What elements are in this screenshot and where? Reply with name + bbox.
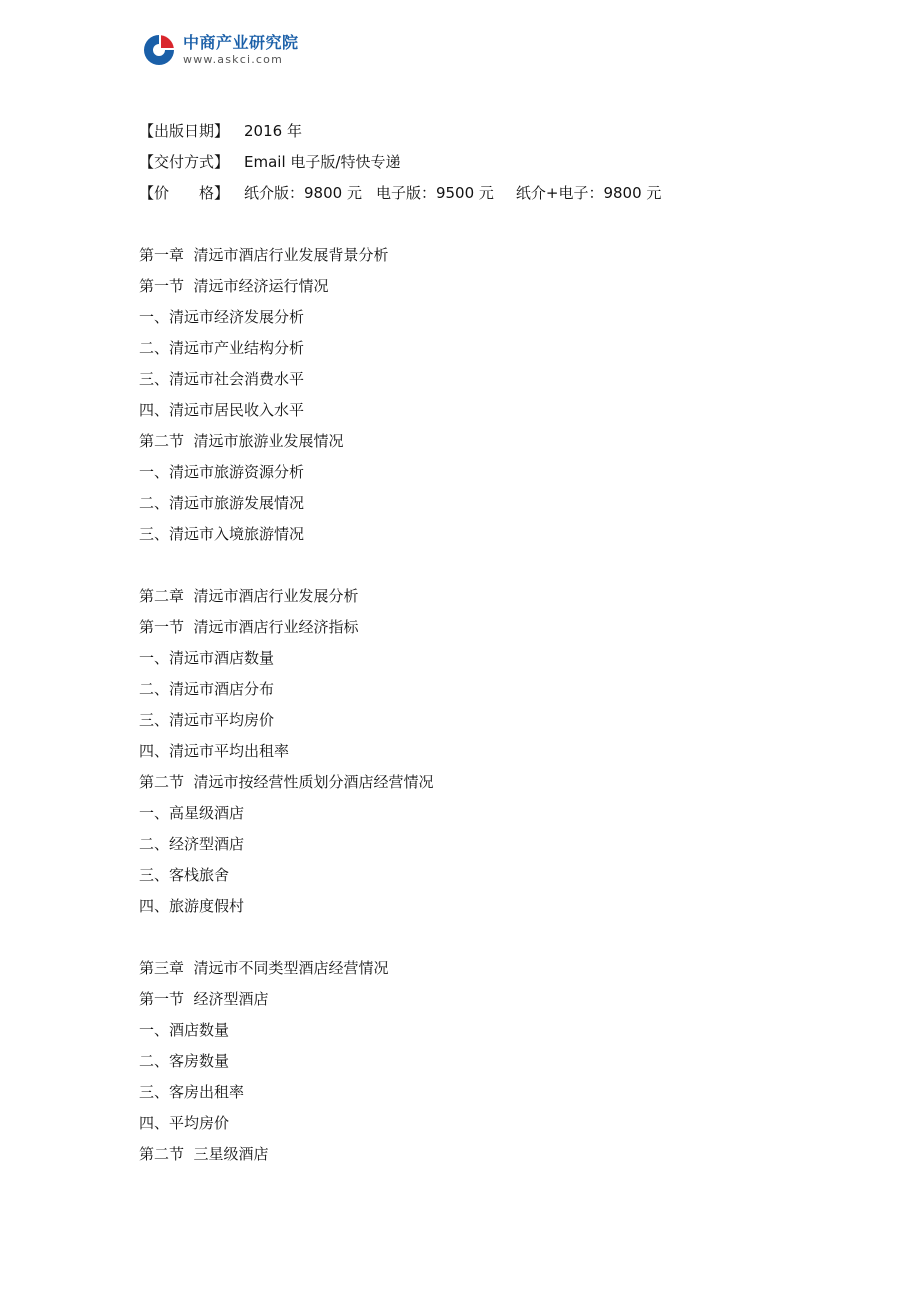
toc-entry: 二、清远市酒店分布: [139, 680, 275, 698]
chapter-title: 第一章 清远市酒店行业发展背景分析: [139, 246, 389, 264]
toc-entry: 一、高星级酒店: [139, 804, 245, 822]
toc-entry: 二、清远市旅游发展情况: [139, 494, 305, 512]
meta-price-label: 【价 格】: [139, 184, 230, 202]
toc-entry: 三、清远市入境旅游情况: [139, 525, 305, 543]
logo-text: [183, 35, 299, 65]
toc-entry: 一、清远市酒店数量: [139, 649, 275, 667]
toc-entry: 二、经济型酒店: [139, 835, 245, 853]
toc-entry: 四、平均房价: [139, 1114, 230, 1132]
table-of-contents: [139, 209, 859, 1170]
toc-entry: 第二节 清远市按经营性质划分酒店经营情况: [139, 773, 434, 791]
toc-entry: 二、客房数量: [139, 1052, 230, 1070]
toc-entry: 三、清远市社会消费水平: [139, 370, 305, 388]
document-body: [139, 116, 859, 1170]
meta-date: [139, 116, 859, 147]
askci-logo-icon: [141, 32, 177, 68]
price-both: 纸介+电子：9800 元: [515, 184, 662, 202]
toc-entry: 一、清远市旅游资源分析: [139, 463, 305, 481]
meta-delivery-value: Email 电子版/特快专递: [244, 153, 401, 171]
toc-entry: 四、清远市平均出租率: [139, 742, 290, 760]
toc-entry: 第二节 三星级酒店: [139, 1145, 269, 1163]
toc-entry: 一、清远市经济发展分析: [139, 308, 305, 326]
toc-entry: 一、酒店数量: [139, 1021, 230, 1039]
toc-entry: 三、客栈旅舍: [139, 866, 230, 884]
brand-name: 中商产业研究院: [183, 33, 299, 52]
toc-entry: 三、客房出租率: [139, 1083, 245, 1101]
toc-entry: 二、清远市产业结构分析: [139, 339, 305, 357]
toc-entry: 四、清远市居民收入水平: [139, 401, 305, 419]
section-gap: [139, 550, 859, 581]
chapter-title: 第二章 清远市酒店行业发展分析: [139, 587, 359, 605]
meta-date-label: 【出版日期】: [139, 122, 230, 140]
section-gap: [139, 922, 859, 953]
meta-delivery-label: 【交付方式】: [139, 153, 230, 171]
toc-entry: 第一节 清远市经济运行情况: [139, 277, 329, 295]
meta-price: [139, 178, 859, 209]
chapter-title: 第三章 清远市不同类型酒店经营情况: [139, 959, 389, 977]
price-paper: 纸介版：9800 元: [244, 184, 362, 202]
toc-entry: 三、清远市平均房价: [139, 711, 275, 729]
toc-entry: 四、旅游度假村: [139, 897, 245, 915]
toc-entry: 第一节 经济型酒店: [139, 990, 269, 1008]
toc-entry: 第二节 清远市旅游业发展情况: [139, 432, 344, 450]
header: [141, 30, 299, 70]
price-electronic: 电子版：9500 元: [375, 184, 494, 202]
meta-date-value: 2016 年: [244, 122, 302, 140]
section-gap: [139, 209, 859, 240]
meta-delivery: [139, 147, 859, 178]
brand-url: www.askci.com: [183, 53, 284, 66]
toc-entry: 第一节 清远市酒店行业经济指标: [139, 618, 359, 636]
